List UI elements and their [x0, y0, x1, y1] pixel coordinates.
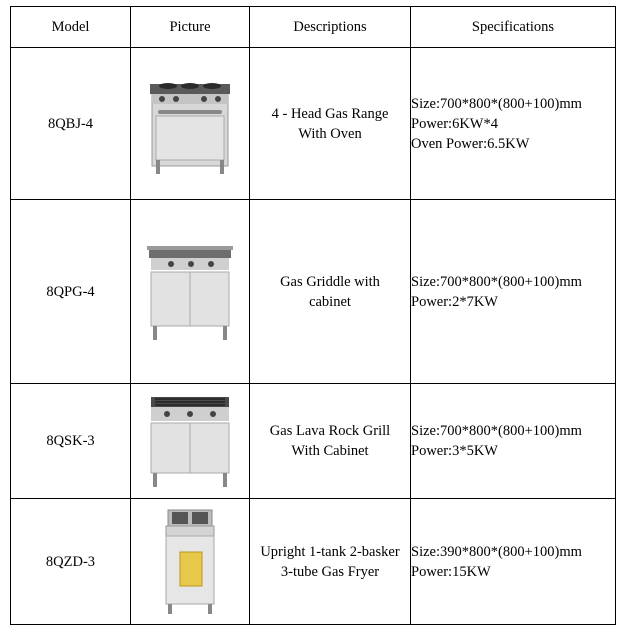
header-picture: Picture	[131, 7, 250, 48]
description-cell: Upright 1-tank 2-basker 3-tube Gas Fryer	[250, 499, 411, 625]
model-cell: 8QPG-4	[11, 200, 131, 384]
lava-rock-grill-icon	[141, 393, 239, 489]
gas-range-oven-icon	[148, 72, 232, 176]
header-descriptions: Descriptions	[250, 7, 411, 48]
specifications-cell: Size:700*800*(800+100)mm Power:3*5KW	[411, 384, 616, 499]
description-cell: 4 - Head Gas Range With Oven	[250, 48, 411, 200]
model-cell: 8QZD-3	[11, 499, 131, 625]
specifications-cell: Size:700*800*(800+100)mm Power:6KW*4 Oven Power:6.5KW	[411, 48, 616, 200]
table-row	[11, 384, 616, 499]
specifications-cell: Size:700*800*(800+100)mm Power:2*7KW	[411, 200, 616, 384]
model-cell: 8QSK-3	[11, 384, 131, 499]
picture-cell	[131, 48, 250, 200]
picture-cell	[131, 499, 250, 625]
table-row	[11, 499, 616, 625]
picture-cell	[131, 200, 250, 384]
model-cell: 8QBJ-4	[11, 48, 131, 200]
gas-fryer-icon	[158, 508, 222, 616]
description-cell: Gas Lava Rock Grill With Cabinet	[250, 384, 411, 499]
table-row	[11, 48, 616, 200]
product-spec-table	[10, 6, 616, 625]
header-model: Model	[11, 7, 131, 48]
table-row	[11, 200, 616, 384]
header-row	[11, 7, 616, 48]
description-cell: Gas Griddle with cabinet	[250, 200, 411, 384]
picture-cell	[131, 384, 250, 499]
specifications-cell: Size:390*800*(800+100)mm Power:15KW	[411, 499, 616, 625]
header-specifications: Specifications	[411, 7, 616, 48]
gas-griddle-cabinet-icon	[141, 242, 239, 342]
